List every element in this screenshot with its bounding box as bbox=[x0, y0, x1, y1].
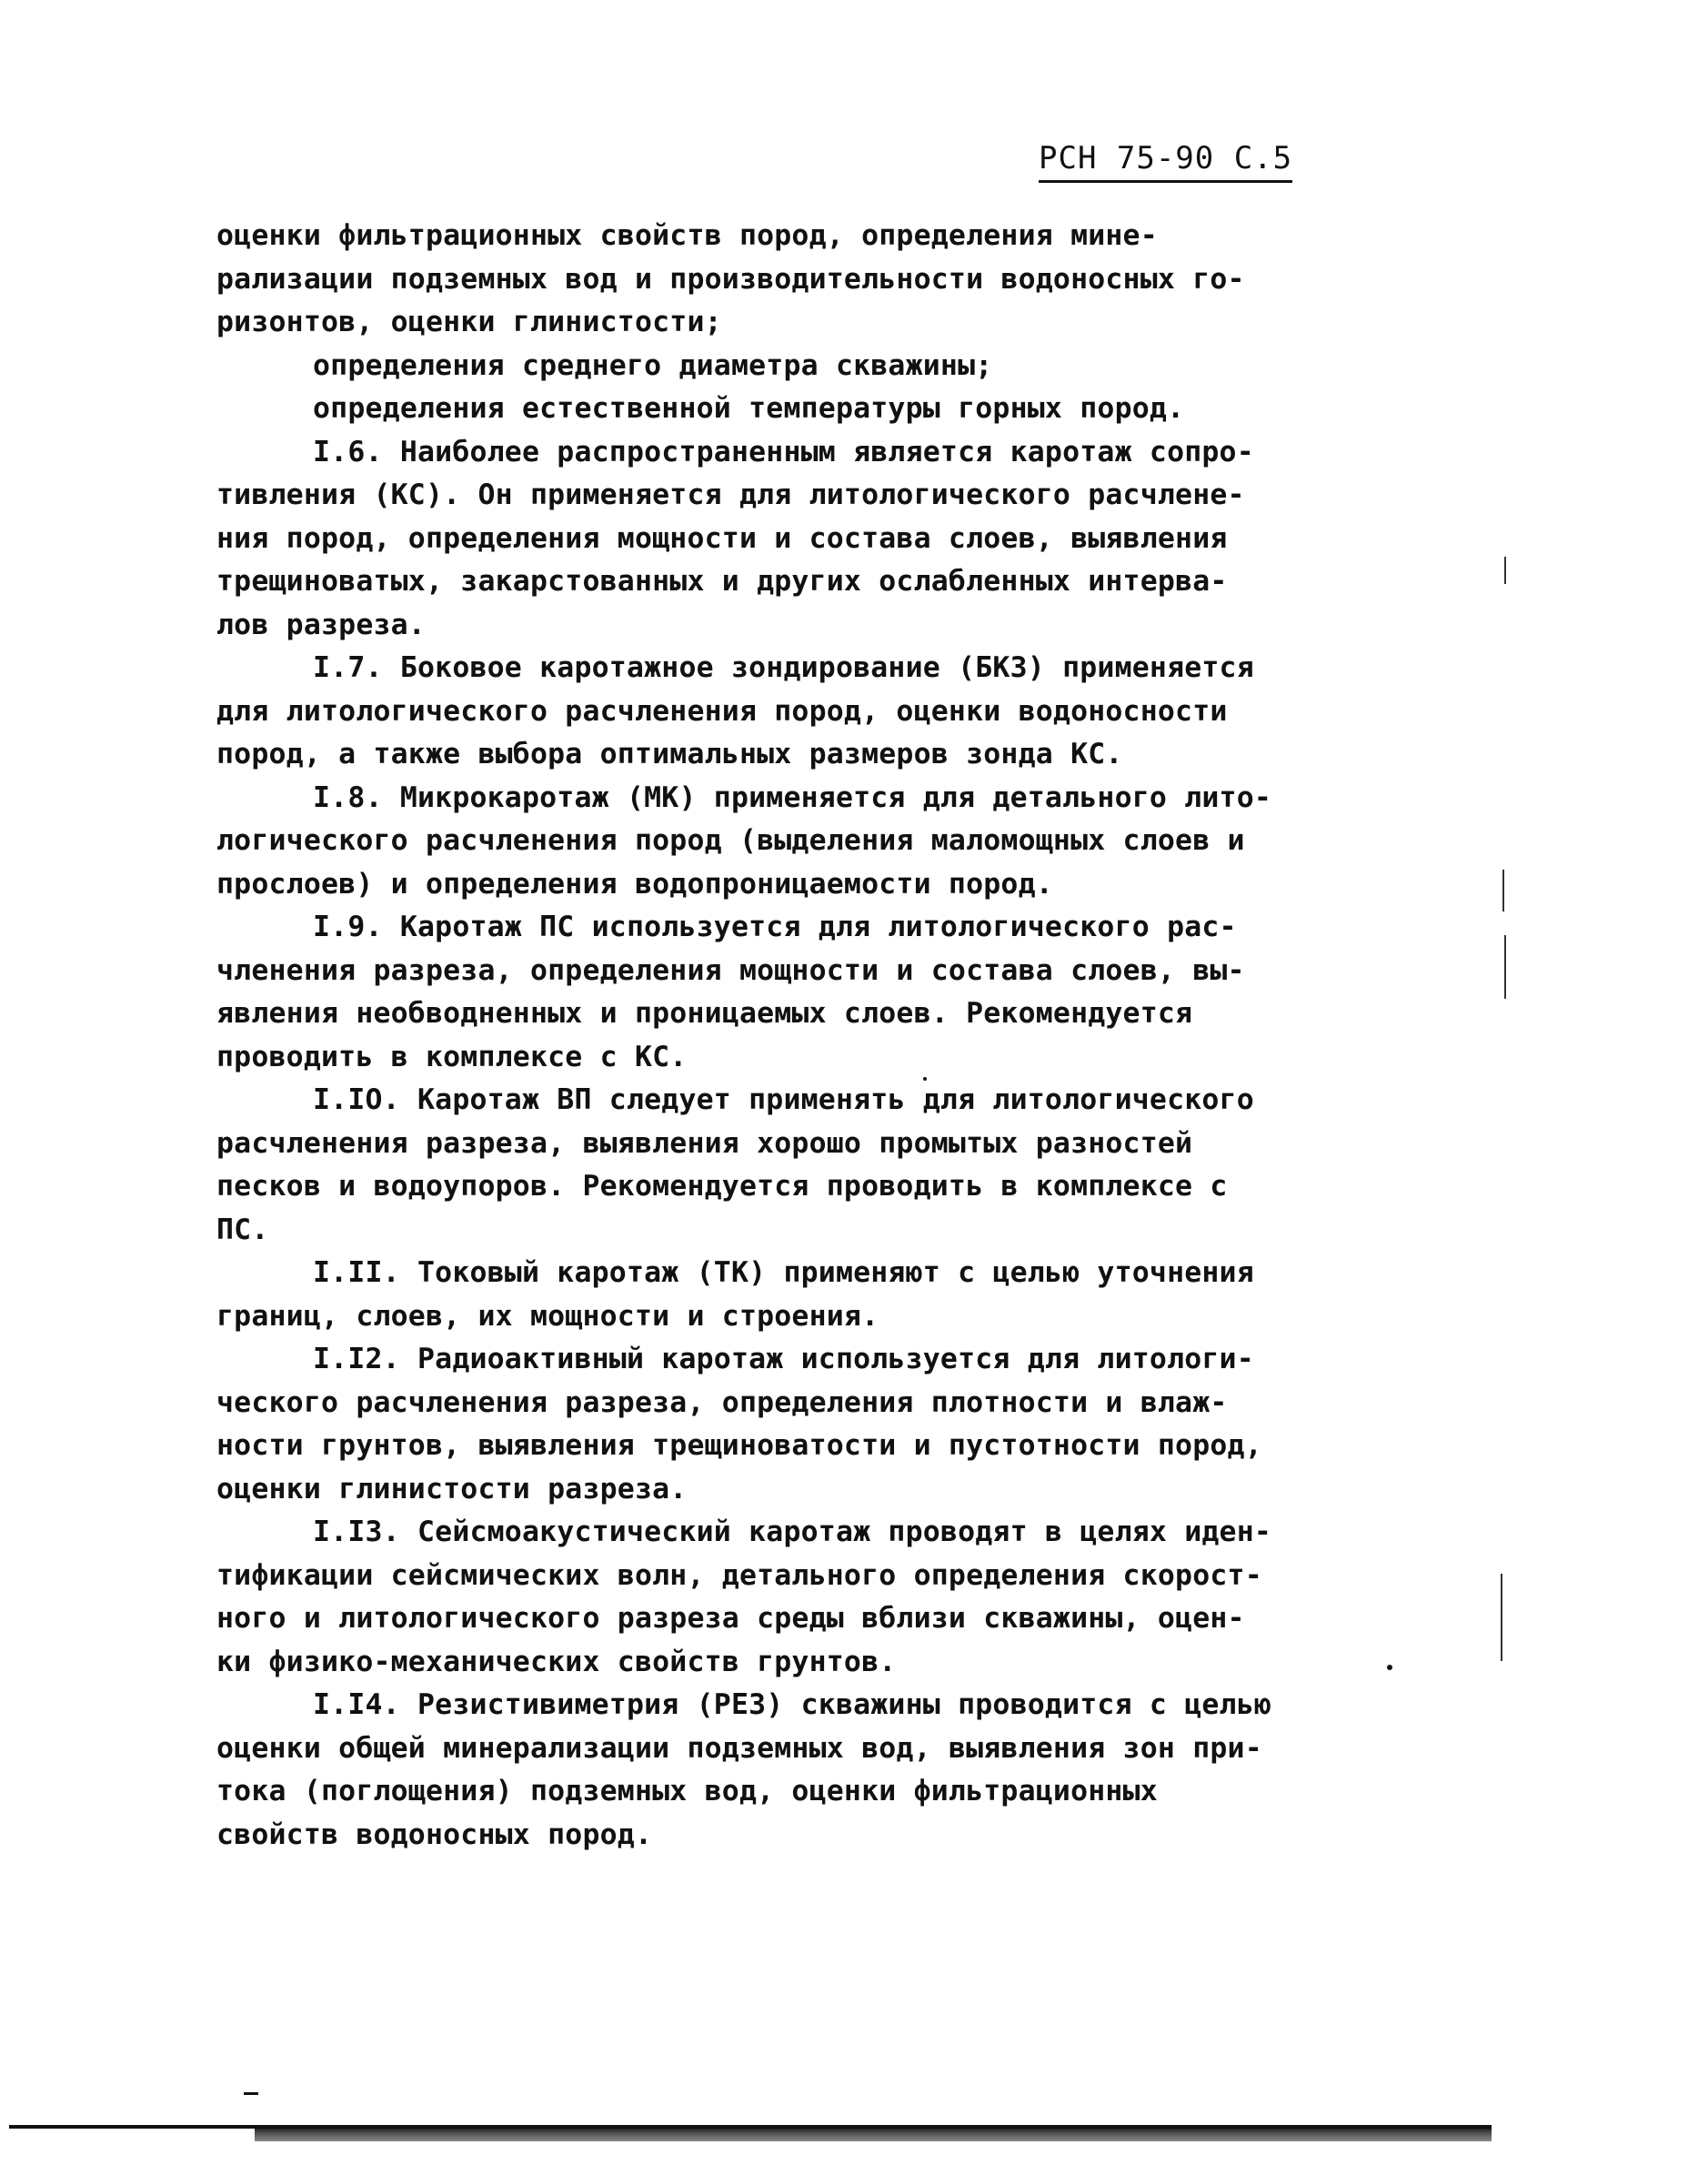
text-line: оценки фильтрационных свойств пород, определения мине- bbox=[216, 219, 1158, 252]
text-line: лов разреза. bbox=[216, 608, 426, 641]
text-line: проводить в комплексе с КС. bbox=[216, 1040, 688, 1073]
text-line: для литологического расчленения пород, оценки водоносности bbox=[216, 694, 1228, 728]
body-text bbox=[216, 215, 1290, 1857]
scan-speck bbox=[923, 1077, 927, 1081]
scan-mark bbox=[1504, 557, 1506, 584]
text-line: свойств водоносных пород. bbox=[216, 1818, 653, 1851]
page-header-ref: РСН 75-90 С.5 bbox=[1039, 140, 1292, 183]
text-line: I.8. Микрокаротаж (МК) применяется для детального лито- bbox=[313, 780, 1272, 814]
scan-mark bbox=[1501, 1574, 1502, 1661]
text-line: прослоев) и определения водопроницаемости пород. bbox=[216, 867, 1053, 901]
text-line: членения разреза, определения мощности и состава слоев, вы- bbox=[216, 953, 1245, 987]
text-line: I.6. Наиболее распространенным является каротаж сопро- bbox=[313, 435, 1254, 468]
text-line: ПС. bbox=[216, 1213, 269, 1246]
text-line: I.9. Каротаж ПС используется для литологического рас- bbox=[313, 911, 1237, 943]
text-line: ризонтов, оценки глинистости; bbox=[216, 306, 722, 338]
text-line: логического расчленения пород (выделения маломощных слоев и bbox=[216, 824, 1245, 857]
text-line: оценки общей минерализации подземных вод, выявления зон при- bbox=[216, 1731, 1262, 1765]
text-line: I.IO. Каротаж ВП следует применять для литологического bbox=[313, 1083, 1254, 1116]
text-line: границ, слоев, их мощности и строения. bbox=[216, 1299, 879, 1333]
text-line: I.I2. Радиоактивный каротаж используется для литологи- bbox=[313, 1343, 1254, 1375]
scan-mark bbox=[1502, 870, 1504, 911]
text-line: I.I4. Резистивиметрия (РЕЗ) скважины проводится с целью bbox=[313, 1688, 1272, 1721]
text-line: I.7. Боковое каротажное зондирование (БКЗ) применяется bbox=[313, 651, 1254, 684]
text-line: рализации подземных вод и производительности водоносных го- bbox=[216, 262, 1245, 296]
scan-dash bbox=[244, 2092, 258, 2095]
bottom-rule-scan-edge bbox=[255, 2129, 1492, 2141]
text-line: ческого расчленения разреза, определения плотности и влаж- bbox=[216, 1385, 1228, 1419]
text-line: тивления (КС). Он применяется для литологического расчлене- bbox=[216, 478, 1245, 511]
text-line: определения среднего диаметра скважины; bbox=[313, 348, 993, 382]
text-line: оценки глинистости разреза. bbox=[216, 1472, 688, 1505]
text-line: песков и водоупоров. Рекомендуется проводить в комплексе с bbox=[216, 1170, 1228, 1203]
text-line: ки физико-механических свойств грунтов. bbox=[216, 1645, 897, 1678]
text-line: пород, а также выбора оптимальных размеров зонда КС. bbox=[216, 738, 1123, 770]
scan-mark bbox=[1504, 935, 1506, 999]
text-line: тока (поглощения) подземных вод, оценки фильтрационных bbox=[216, 1775, 1158, 1808]
text-line: ния пород, определения мощности и состава слоев, выявления bbox=[216, 521, 1228, 555]
text-line: явления необводненных и проницаемых слоев. Рекомендуется bbox=[216, 997, 1193, 1030]
text-line: I.I3. Сейсмоакустический каротаж проводят в целях иден- bbox=[313, 1516, 1272, 1548]
text-line: расчленения разреза, выявления хорошо промытых разностей bbox=[216, 1126, 1193, 1160]
text-line: I.II. Токовый каротаж (ТК) применяют с целью уточнения bbox=[313, 1256, 1254, 1289]
text-line: тификации сейсмических волн, детального определения скорост- bbox=[216, 1558, 1262, 1592]
text-line: определения естественной температуры горных пород. bbox=[313, 392, 1185, 425]
scan-speck bbox=[1387, 1665, 1392, 1670]
text-line: ного и литологического разреза среды вблизи скважины, оцен- bbox=[216, 1602, 1245, 1635]
text-line: ности грунтов, выявления трещиноватости и пустотности пород, bbox=[216, 1429, 1262, 1462]
text-line: трещиноватых, закарстованных и других ослабленных интерва- bbox=[216, 565, 1228, 598]
